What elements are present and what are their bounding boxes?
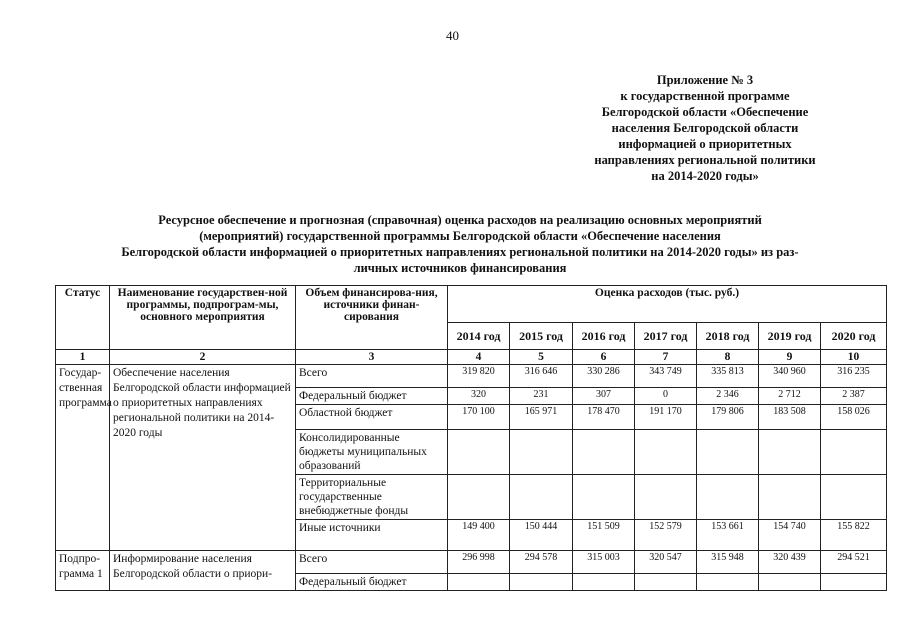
index-cell: 7 — [635, 350, 697, 365]
value-cell: 191 170 — [635, 405, 697, 430]
source-cell: Федеральный бюджет — [296, 388, 448, 405]
index-cell: 10 — [821, 350, 887, 365]
header-estimate: Оценка расходов (тыс. руб.) — [448, 286, 887, 323]
value-cell: 178 470 — [573, 405, 635, 430]
value-cell: 320 547 — [635, 551, 697, 574]
value-cell: 170 100 — [448, 405, 510, 430]
source-cell: Территориальные государственные внебюджетные фонды — [296, 475, 448, 520]
value-cell: 319 820 — [448, 365, 510, 388]
index-cell: 2 — [110, 350, 296, 365]
value-cell — [635, 430, 697, 475]
value-cell — [697, 430, 759, 475]
header-name: Наименование государствен-ной программы, подпрограм-мы, основного мероприятия — [110, 286, 296, 350]
value-cell: 335 813 — [697, 365, 759, 388]
value-cell: 2 712 — [759, 388, 821, 405]
appendix-line: Белгородской области «Обеспечение — [601, 105, 809, 119]
source-cell: Областной бюджет — [296, 405, 448, 430]
index-row — [56, 350, 887, 365]
value-cell: 307 — [573, 388, 635, 405]
title-line: личных источников финансирования — [353, 261, 567, 275]
value-cell — [448, 430, 510, 475]
value-cell: 330 286 — [573, 365, 635, 388]
funding-table — [55, 285, 887, 591]
value-cell: 231 — [510, 388, 573, 405]
value-cell — [759, 475, 821, 520]
value-cell: 155 822 — [821, 520, 887, 551]
table-row — [56, 551, 887, 574]
index-cell: 5 — [510, 350, 573, 365]
value-cell: 316 235 — [821, 365, 887, 388]
value-cell: 2 387 — [821, 388, 887, 405]
value-cell — [510, 574, 573, 591]
header-status: Статус — [56, 286, 110, 350]
appendix-line: информацией о приоритетных — [618, 137, 792, 151]
value-cell: 165 971 — [510, 405, 573, 430]
value-cell: 154 740 — [759, 520, 821, 551]
year-header: 2020 год — [821, 323, 887, 350]
value-cell: 158 026 — [821, 405, 887, 430]
program-name-cell: Обеспечение населения Белгородской области информацией о приоритетных направлениях региональной политики на 2014-2020 годы — [110, 365, 296, 551]
value-cell: 294 521 — [821, 551, 887, 574]
status-cell: Государ-ственная программа — [56, 365, 110, 551]
source-cell: Всего — [296, 365, 448, 388]
header-row — [56, 286, 887, 323]
value-cell — [697, 475, 759, 520]
index-cell: 3 — [296, 350, 448, 365]
title-line: Ресурсное обеспечение и прогнозная (справочная) оценка расходов на реализацию основных мероприятий — [158, 213, 762, 227]
index-cell: 1 — [56, 350, 110, 365]
appendix-line: к государственной программе — [620, 89, 790, 103]
index-cell: 9 — [759, 350, 821, 365]
value-cell: 150 444 — [510, 520, 573, 551]
value-cell: 2 346 — [697, 388, 759, 405]
appendix-line: Приложение № 3 — [656, 73, 754, 87]
value-cell: 179 806 — [697, 405, 759, 430]
status-cell: Подпро-грамма 1 — [56, 551, 110, 591]
value-cell: 316 646 — [510, 365, 573, 388]
document-title — [60, 212, 860, 276]
year-header: 2014 год — [448, 323, 510, 350]
index-cell: 6 — [573, 350, 635, 365]
year-header: 2016 год — [573, 323, 635, 350]
appendix-line: на 2014-2020 годы» — [651, 169, 759, 183]
title-line: Белгородской области информацией о приоритетных направлениях региональной политики на 2014-2020 годы» из раз- — [121, 245, 799, 259]
value-cell: 315 003 — [573, 551, 635, 574]
source-cell: Федеральный бюджет — [296, 574, 448, 591]
program-name-cell: Информирование населения Белгородской области о приори- — [110, 551, 296, 591]
value-cell — [573, 475, 635, 520]
value-cell: 320 — [448, 388, 510, 405]
year-header: 2018 год — [697, 323, 759, 350]
value-cell: 149 400 — [448, 520, 510, 551]
table-row — [56, 365, 887, 388]
value-cell — [759, 430, 821, 475]
value-cell — [821, 430, 887, 475]
value-cell: 152 579 — [635, 520, 697, 551]
appendix-note — [560, 72, 850, 184]
appendix-line: населения Белгородской области — [611, 121, 799, 135]
value-cell: 294 578 — [510, 551, 573, 574]
value-cell — [635, 475, 697, 520]
title-line: (мероприятий) государственной программы Белгородской области «Обеспечение населения — [199, 229, 721, 243]
value-cell — [510, 475, 573, 520]
value-cell — [573, 574, 635, 591]
value-cell: 153 661 — [697, 520, 759, 551]
appendix-line: направлениях региональной политики — [594, 153, 816, 167]
value-cell — [697, 574, 759, 591]
year-header: 2019 год — [759, 323, 821, 350]
index-cell: 8 — [697, 350, 759, 365]
value-cell: 0 — [635, 388, 697, 405]
source-cell: Всего — [296, 551, 448, 574]
index-cell: 4 — [448, 350, 510, 365]
value-cell — [448, 574, 510, 591]
value-cell — [448, 475, 510, 520]
value-cell: 296 998 — [448, 551, 510, 574]
value-cell — [759, 574, 821, 591]
source-cell: Иные источники — [296, 520, 448, 551]
value-cell: 340 960 — [759, 365, 821, 388]
year-header: 2017 год — [635, 323, 697, 350]
page-number: 40 — [446, 28, 459, 43]
value-cell — [821, 574, 887, 591]
value-cell: 320 439 — [759, 551, 821, 574]
value-cell — [635, 574, 697, 591]
year-header: 2015 год — [510, 323, 573, 350]
value-cell: 343 749 — [635, 365, 697, 388]
value-cell: 183 508 — [759, 405, 821, 430]
source-cell: Консолидированные бюджеты муниципальных образований — [296, 430, 448, 475]
header-source: Объем финансирова-ния, источники финан-сирования — [296, 286, 448, 350]
value-cell — [821, 475, 887, 520]
value-cell — [510, 430, 573, 475]
value-cell: 151 509 — [573, 520, 635, 551]
value-cell — [573, 430, 635, 475]
value-cell: 315 948 — [697, 551, 759, 574]
